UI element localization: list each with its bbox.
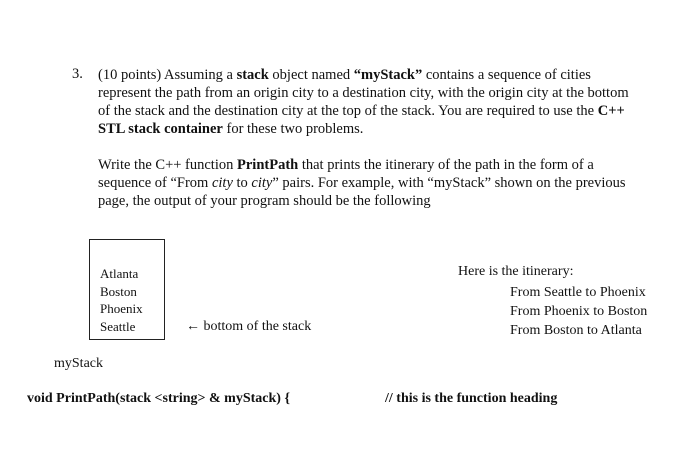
itinerary-line: From Phoenix to Boston (510, 304, 648, 319)
itinerary-lines (510, 283, 647, 340)
stack-items (100, 265, 143, 335)
stack-item: Atlanta (100, 266, 139, 281)
question-number: 3. (72, 66, 83, 82)
paragraph-2-line-2: sequence of “From city to city” pairs. For example, with “myStack” shown on the previous (98, 175, 626, 191)
paragraph-1-line-1: (10 points) Assuming a stack object named “myStack” contains a sequence of cities (98, 67, 591, 83)
stack-item: Seattle (100, 318, 136, 334)
question-paragraph-1 (98, 66, 629, 138)
function-heading-comment: // this is the function heading (385, 391, 558, 406)
stack-item: Phoenix (100, 301, 143, 316)
paragraph-1-line-3: of the stack and the destination city at the top of the stack. You are required to use the C++ (98, 103, 625, 119)
itinerary-heading: Here is the itinerary: (458, 264, 574, 279)
mystack-label: myStack (54, 356, 103, 371)
itinerary-line: From Seattle to Phoenix (510, 285, 646, 300)
stack-item: Boston (100, 283, 137, 299)
paragraph-1-line-2: represent the path from an origin city to a destination city, with the origin city at the bottom (98, 85, 629, 101)
paragraph-1-line-4: STL stack container for these two problems. (98, 121, 364, 137)
paragraph-2-line-3: page, the output of your program should be the following (98, 193, 431, 209)
question-paragraph-2 (98, 156, 626, 210)
function-heading: void PrintPath(stack <string> & myStack) { (27, 391, 290, 406)
bottom-of-stack-note: ← bottom of the stack (186, 319, 312, 334)
itinerary-line: From Boston to Atlanta (510, 323, 642, 338)
paragraph-2-line-1: Write the C++ function PrintPath that prints the itinerary of the path in the form of a (98, 157, 594, 173)
